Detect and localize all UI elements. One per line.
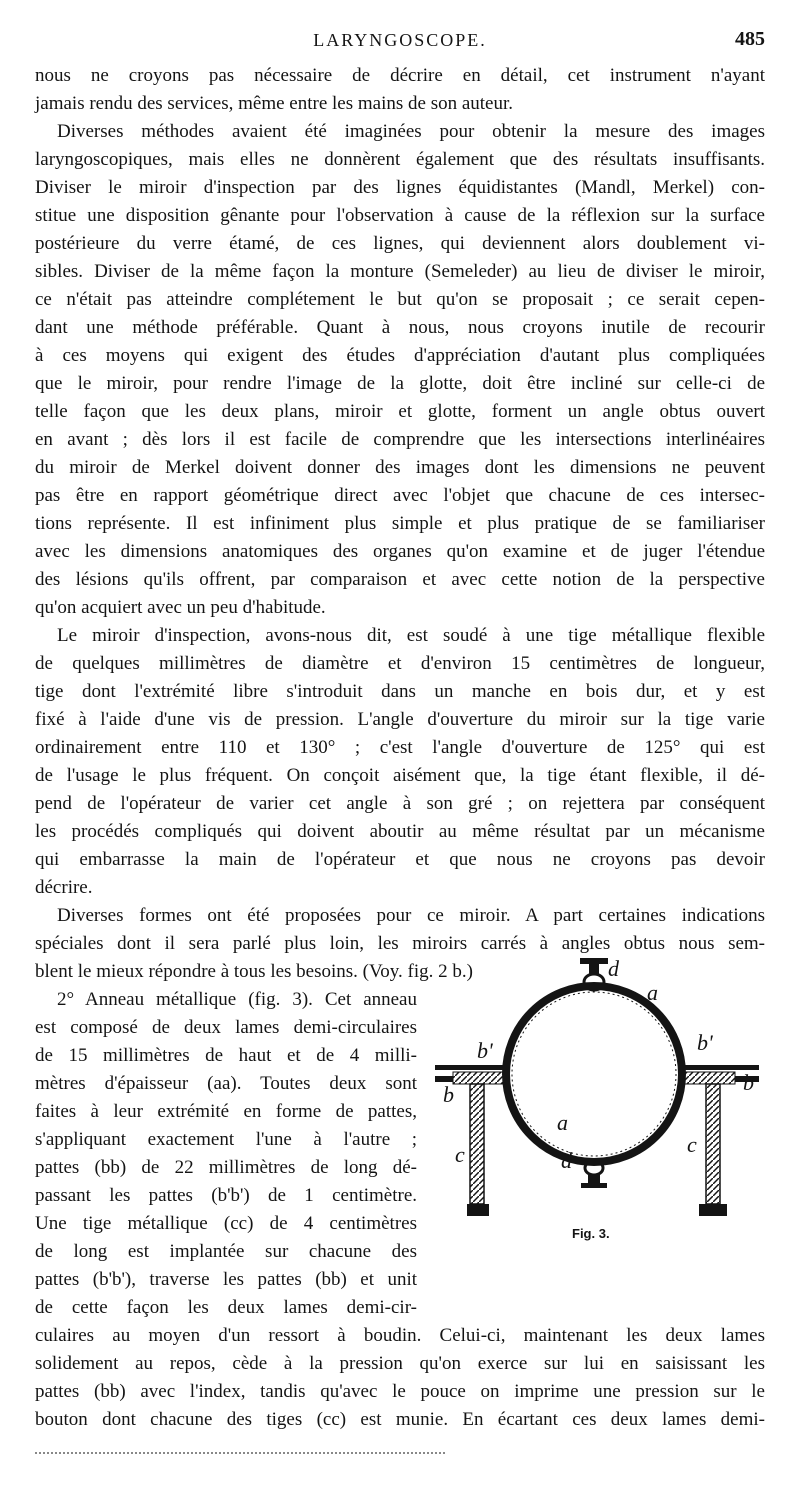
text-line: s'appliquant exactement l'une à l'autre ; (35, 1129, 417, 1150)
text-line: est composé de deux lames demi-circulaires (35, 1017, 417, 1038)
text-line: culaires au moyen d'un ressort à boudin. Celui-ci, maintenant les deux lames (35, 1325, 765, 1346)
metal-ring (506, 986, 682, 1162)
text-line: ce n'était pas atteindre complétement le but qu'on se proposait ; ce serait cepen- (35, 289, 765, 310)
text-line: Une tige métallique (cc) de 4 centimètres (35, 1213, 417, 1234)
text-line: faites à leur extrémité en forme de pattes, (35, 1101, 417, 1122)
text-line: pattes (bb) de 22 millimètres de long dé- (35, 1157, 417, 1178)
text-line: telle façon que les deux plans, miroir et glotte, forment un angle obtus ouvert (35, 401, 765, 422)
text-line: mètres d'épaisseur (aa). Toutes deux sont (35, 1073, 417, 1094)
figure-3-ring-illustration (425, 950, 770, 1250)
text-line: nous ne croyons pas nécessaire de décrire en détail, cet instrument n'ayant (35, 65, 765, 86)
label-b-left: b (443, 1082, 454, 1107)
text-line: ordinairement entre 110 et 130° ; c'est l'angle d'ouverture de 125° qui est (35, 737, 765, 758)
label-a-top: a (647, 980, 658, 1005)
footer-rule (35, 1452, 445, 1454)
text-line: de l'usage le plus fréquent. On conçoit aisément que, la tige étant flexible, il dé- (35, 765, 765, 786)
text-line: de long est implantée sur chacune des (35, 1241, 417, 1262)
label-d-bottom: d (561, 1148, 572, 1173)
text-line: jamais rendu des services, même entre les mains de son auteur. (35, 93, 514, 114)
right-rod-spring (699, 1084, 727, 1216)
text-line: pas être en rapport géométrique direct avec l'objet que chacune de ces intersec- (35, 485, 765, 506)
text-line: Diviser le miroir d'inspection par des lignes équidistantes (Mandl, Merkel) con- (35, 177, 765, 198)
text-line: pattes (b'b'), traverse les pattes (bb) et unit (35, 1269, 417, 1290)
page-header (35, 30, 765, 56)
label-b-right: b (743, 1070, 754, 1095)
text-line: tions représente. Il est infiniment plus simple et plus pratique de se familiariser (35, 513, 765, 534)
text-line: stitue une disposition gênante pour l'observation à cause de la réflexion sur la surface (35, 205, 765, 226)
text-line: en avant ; dès lors il est facile de comprendre que les intersections interlinéaires (35, 429, 765, 450)
text-line: décrire. (35, 877, 93, 898)
text-line: fixé à l'aide d'une vis de pression. L'angle d'ouverture du miroir sur la tige varie (35, 709, 765, 730)
text-line: passant les pattes (b'b') de 1 centimètre. (35, 1185, 417, 1206)
text-line: de quelques millimètres de diamètre et d'environ 15 centimètres de longueur, (35, 653, 765, 674)
label-a-bottom: a (557, 1110, 568, 1135)
text-line: bouton dont chacune des tiges (cc) est munie. En écartant ces deux lames demi- (35, 1409, 765, 1430)
text-line: que le miroir, pour rendre l'image de la glotte, doit être incliné sur celle-ci de (35, 373, 765, 394)
text-line: blent le mieux répondre à tous les besoins. (Voy. fig. 2 b.) (35, 961, 473, 982)
left-rod-spring (467, 1084, 489, 1216)
text-line: pend de l'opérateur de varier cet angle à son gré ; on rejettera par conséquent (35, 793, 765, 814)
text-line: 2° Anneau métallique (fig. 3). Cet anneau (57, 989, 417, 1010)
text-line: solidement au repos, cède à la pression qu'on exerce sur lui en saisissant les (35, 1353, 765, 1374)
text-line: spéciales dont il sera parlé plus loin, les miroirs carrés à angles obtus nous sem- (35, 933, 765, 954)
page-number: 485 (735, 28, 765, 50)
text-line: avec les dimensions anatomiques des organes qu'on examine et de juger l'étendue (35, 541, 765, 562)
text-line: des lésions qu'ils offrent, par comparaison et avec cette notion de la perspective (35, 569, 765, 590)
text-line: Diverses formes ont été proposées pour ce miroir. A part certaines indications (57, 905, 765, 926)
text-line: qu'on acquiert avec un peu d'habitude. (35, 597, 326, 618)
ring-engraving (425, 950, 770, 1250)
text-line: Le miroir d'inspection, avons-nous dit, est soudé à une tige métallique flexible (57, 625, 765, 646)
label-d-top: d (608, 956, 619, 981)
label-b-prime-left: b' (477, 1038, 493, 1063)
label-c-right: c (687, 1132, 697, 1157)
text-line: sibles. Diviser de la même façon la monture (Semeleder) au lieu de diviser le miroir, (35, 261, 765, 282)
running-title: LARYNGOSCOPE. (313, 30, 487, 50)
text-line: qui embarrasse la main de l'opérateur et que nous ne croyons pas devoir (35, 849, 765, 870)
text-line: à ces moyens qui exigent des études d'appréciation d'autant plus compliquées (35, 345, 765, 366)
text-line: de cette façon les deux lames demi-cir- (35, 1297, 417, 1318)
text-line: tige dont l'extrémité libre s'introduit dans un manche en bois dur, et y est (35, 681, 765, 702)
text-line: laryngoscopiques, mais elles ne donnèrent également que des résultats insuffisants. (35, 149, 765, 170)
text-line: de 15 millimètres de haut et de 4 milli- (35, 1045, 417, 1066)
text-line: Diverses méthodes avaient été imaginées pour obtenir la mesure des images (57, 121, 765, 142)
figure-caption: Fig. 3. (572, 1226, 610, 1241)
label-b-prime-right: b' (697, 1030, 713, 1055)
text-line: les procédés compliqués qui doivent aboutir au même résultat par un mécanisme (35, 821, 765, 842)
text-line: du miroir de Merkel doivent donner des images dont les dimensions ne peuvent (35, 457, 765, 478)
text-line: postérieure du verre étamé, de ces lignes, qui deviennent alors doublement vi- (35, 233, 765, 254)
text-line: pattes (bb) avec l'index, tandis qu'avec le pouce on imprime une pression sur le (35, 1381, 765, 1402)
text-line: dant une méthode préférable. Quant à nous, nous croyons inutile de recourir (35, 317, 765, 338)
label-c-left: c (455, 1142, 465, 1167)
